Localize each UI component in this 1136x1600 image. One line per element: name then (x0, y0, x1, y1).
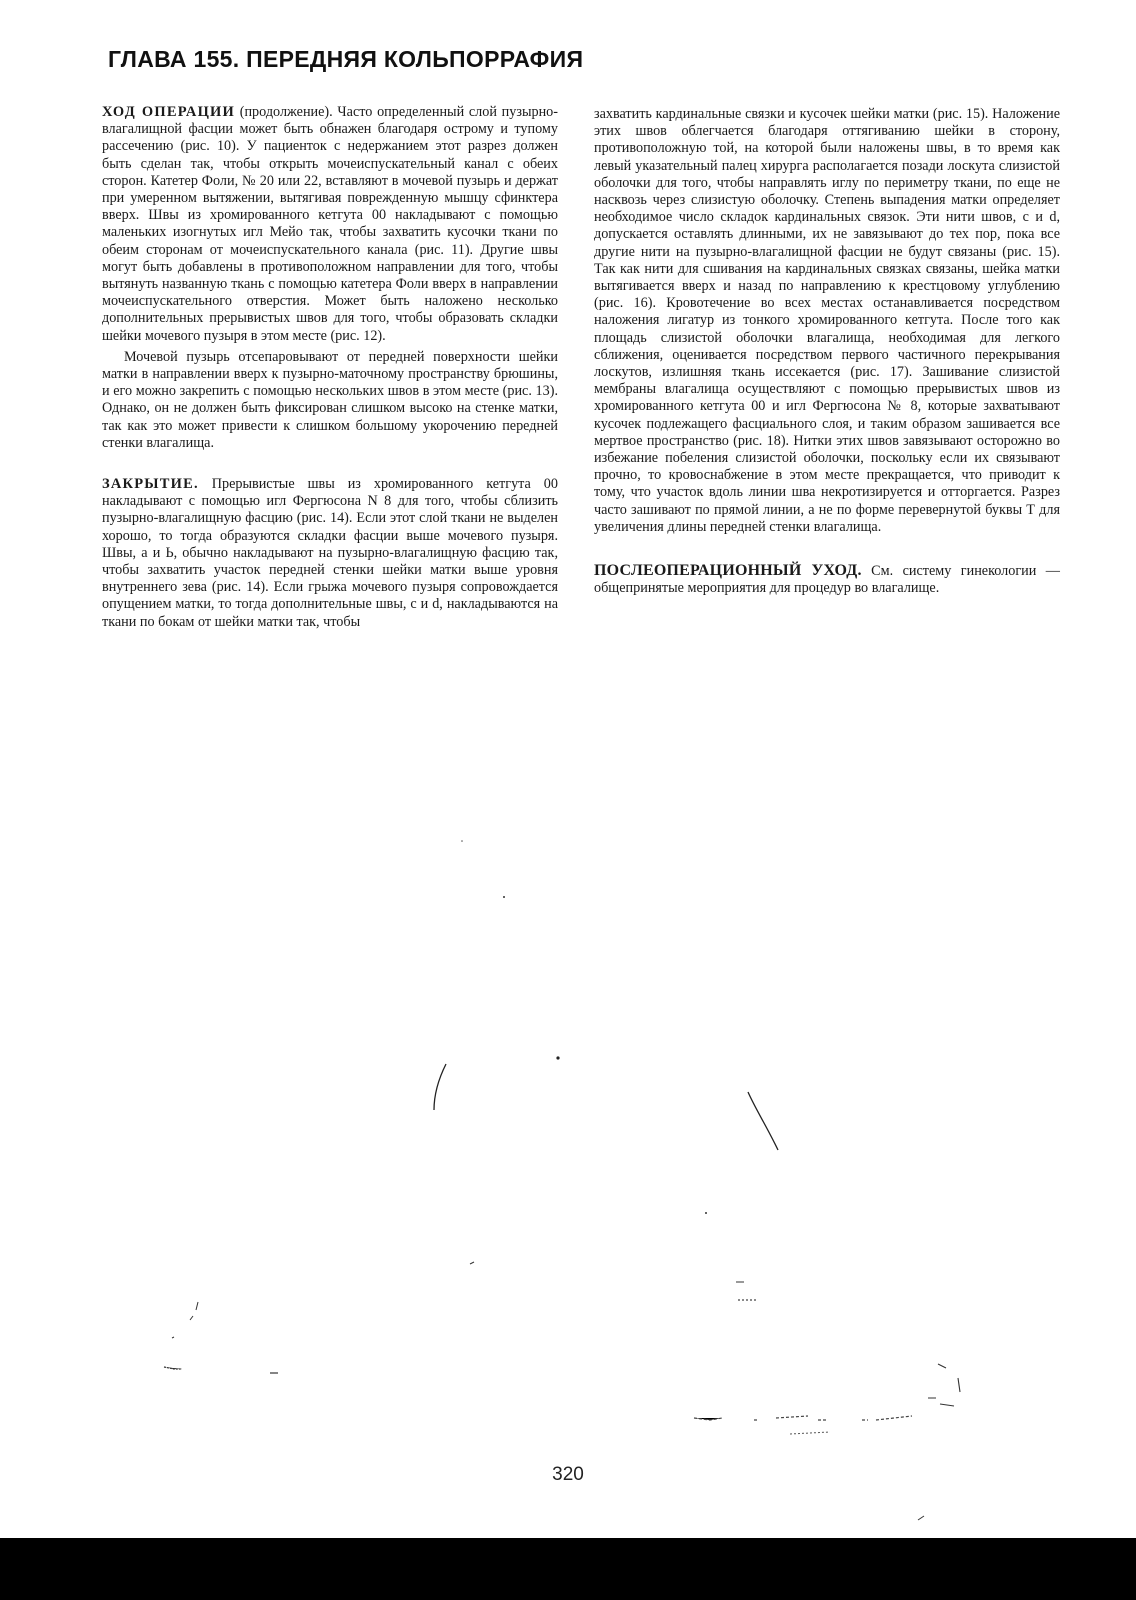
left-column (102, 104, 558, 631)
paragraph-postoperative-care (594, 562, 1060, 597)
paragraph-text: (продолжение). Часто определенный слой пузырно-влагалищной фасции может быть обнажен благодаря острому и тупому рассечению (рис. 10). У пациенток с недержанием этот разрез должен быть сделан так, чтобы открыть мочеиспускательный канал с обеих сторон. Катетер Фоли, № 20 или 22, вставляют в мочевой пузырь и держат при умеренном вытяжении, вытягивая поврежденную мышцу сфинктера вверх. Швы из хромированного кетгута 00 накладывают с помощью маленьких изогнутых игл Мейо так, чтобы захватить кусочки ткани по обеим сторонам от мочеиспускательного канала (рис. 11). Другие швы могут быть добавлены в противоположном направлении для того, чтобы вытянуть названную ткань с помощью катетера Фоли вверх в направлении мочеиспускательного отверстия. Может быть наложено несколько дополнительных прерывистых швов для того, чтобы образовать складки шейки мочевого пузыря в этом месте (рис. 12). (102, 104, 558, 344)
scan-mark (470, 1262, 474, 1264)
paragraph-bladder: Мочевой пузырь отсепаровывают от передней поверхности шейки матки в направлении вверх к пузырно-маточному пространству брюшины, и его можно закрепить с помощью нескольких швов в этом месте (рис. 13). Однако, он не должен быть фиксирован слишком высоко на стенке матки, так как это может привести к слишком большому укорочению передней стенки влагалища. (102, 348, 558, 451)
scan-mark (918, 1516, 924, 1520)
scan-mark (172, 1302, 198, 1338)
scan-mark (748, 1092, 778, 1150)
scan-bottom-edge (0, 1538, 1136, 1600)
paragraph-text: См. систему гинекологии — общепринятые мероприятия для процедур во влагалище. (594, 563, 1060, 597)
chapter-title: ГЛАВА 155. ПЕРЕДНЯЯ КОЛЬПОРРАФИЯ (108, 46, 584, 72)
scan-mark (790, 1432, 830, 1434)
page-number: 320 (552, 1464, 584, 1485)
paragraph-closure (102, 476, 558, 631)
scan-mark (705, 1212, 707, 1214)
scan-mark (461, 840, 463, 842)
right-column (594, 106, 1060, 597)
scan-mark (928, 1364, 960, 1406)
scan-mark (434, 1064, 446, 1110)
scan-mark (556, 1056, 559, 1059)
paragraph-cardinal-ligaments: захватить кардинальные связки и кусочек шейки матки (рис. 15). Наложение этих швов облегчается благодаря оттягиванию шейки в сторону, противоположную той, на которой были наложены швы, в то время как левый указательный палец хирурга располагается позади лоскута слизистой оболочки для того, чтобы направлять иглу по периметру ткани, по еще не насквозь через слизистую оболочку. Степень выпадения матки определяет необходимое число складок кардинальных связок. Эти нити швов, с и d, допускается оставлять длинными, их не завязывают до тех пор, пока все другие нити на пузырно-влагалищной фасции не будут связаны (рис. 15). Так как нити для сшивания на кардинальных связках связаны, шейка матки вытягивается вверх и назад по направлению к крестцовому углублению (рис. 16). Кровотечение во всех местах останавливается посредством наложения лигатур из тонкого хромированного кетгута. После того как площадь слизистой оболочки влагалища, необходимая для легкого сближения, оценивается посредством первого частичного перекрывания лоскутов, излишняя ткань иссекается (рис. 17). Зашивание слизистой мембраны влагалища осуществляют с помощью прерывистых швов из хромированного кетгута 00 и игл Фергюсона № 8, которые захватывают кусочек подлежащего фасциального слоя, и таким образом зашивается все мертвое пространство (рис. 18). Нитки этих швов завязывают осторожно во избежание побеления слизистой оболочки, поскольку если их связывают прочно, то кровоснабжение в этом месте прекращается, что приводит к тому, что участок вдоль линии шва некротизируется и отторгается. Разрез часто зашивают по прямой линии, а не по форме перевернутой буквы Т для увеличения длины передней стенки влагалища. (594, 106, 1060, 535)
section-heading-postoperative-care: ПОСЛЕОПЕРАЦИОННЫЙ УХОД. (594, 562, 862, 580)
section-heading-operation-course: ХОД ОПЕРАЦИИ (102, 104, 236, 120)
section-heading-closure: ЗАКРЫТИЕ. (102, 476, 199, 493)
paragraph-text: Прерывистые швы из хромированного кетгута 00 накладывают с помощью игл Фергюсона N 8 для того, чтобы сблизить пузырно-влагалищную фасцию (рис. 14). Если этот слой ткани не выделен хорошо, то тогда образуются складки фасции выше мочевого пузыря. Швы, а и Ь, обычно накладывают на пузырно-влагалищную фасцию так, чтобы захватить участок передней стенки шейки матки выше уровня внутреннего зева (рис. 14). Если грыжа мочевого пузыря сопровождается опущением матки, то тогда дополнительные швы, с и d, накладываются на ткани по бокам от шейки матки так, чтобы (102, 476, 558, 630)
scan-mark (694, 1416, 912, 1420)
scan-mark (164, 1367, 182, 1369)
paragraph-operation-course (102, 104, 558, 345)
scan-mark (503, 896, 505, 898)
